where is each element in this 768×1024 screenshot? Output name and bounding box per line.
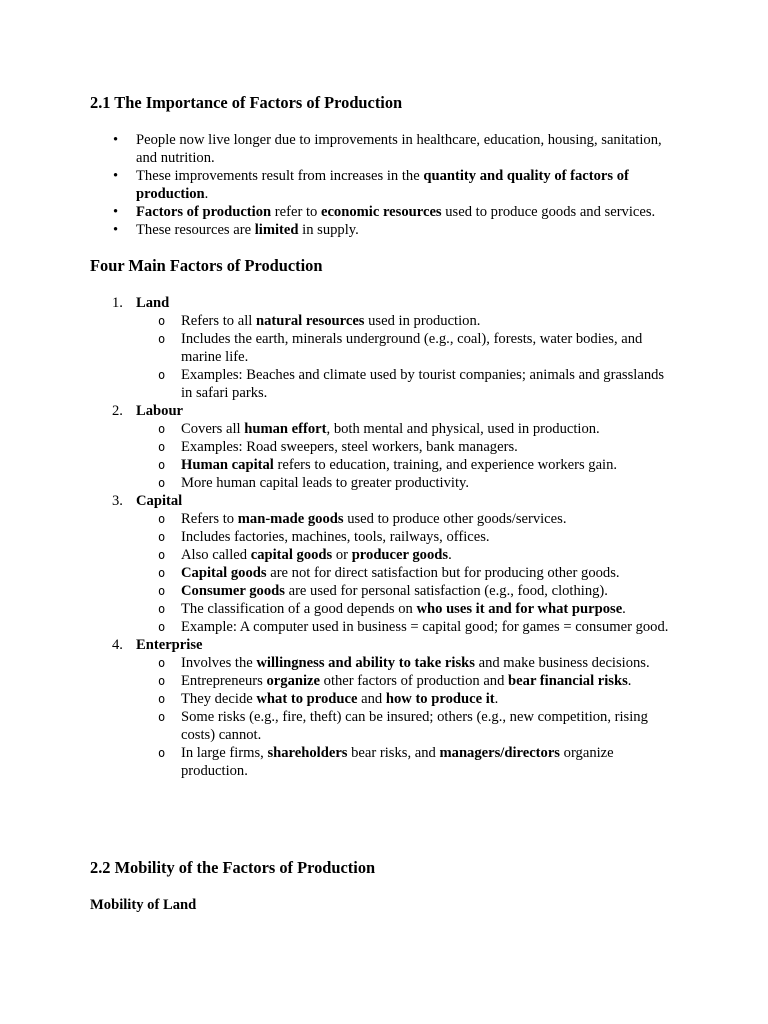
bullet-item: • These resources are limited in supply. (0, 221, 676, 239)
importance-bullet-list (0, 131, 768, 239)
factors-list (0, 294, 768, 780)
list-item: o Involves the willingness and ability to take risks and make business decisions. (136, 654, 676, 672)
factor-capital: 3. Capital o Refers to man-made goods used to produce other goods/services. o Includes factories, machines, tools, railways, offices. o Also called capital goods or producer goods. o Capital goods are not for direct satisfaction but for producing other goods. o Consumer goods are used for personal satisfaction (e.g., food, clothing). o The classification of a good depends on who uses it and for what purpose. o Example: A computer used in business = capital good; for games = consumer good. (0, 492, 768, 636)
factor-details (136, 420, 768, 492)
factor-land: 1. Land o Refers to all natural resources used in production. o Includes the earth, minerals underground (e.g., coal), forests, water bodies, and marine life. o Examples: Beaches and climate used by tourist companies; animals and grasslands in safari parks. (0, 294, 768, 402)
factor-name: Enterprise (136, 637, 203, 653)
section-title-importance: 2.1 The Importance of Factors of Production (90, 93, 403, 112)
list-item: o More human capital leads to greater productivity. (136, 474, 676, 492)
factor-enterprise: 4. Enterprise o Involves the willingness and ability to take risks and make business decisions. o Entrepreneurs organize other factors of production and bear financial risks. o They decide what to produce and how to produce it. o Some risks (e.g., fire, theft) can be insured; others (e.g., new competition, rising costs) cannot. o In large firms, shareholders bear risks, and managers/directors organize production. (0, 636, 768, 780)
list-item: o Includes the earth, minerals underground (e.g., coal), forests, water bodies, and marine life. (136, 330, 676, 366)
list-item: o Also called capital goods or producer goods. (136, 546, 676, 564)
list-item: o Human capital refers to education, training, and experience workers gain. (136, 456, 676, 474)
factor-details (136, 312, 768, 402)
bullet-item: • Factors of production refer to economic resources used to produce goods and services. (0, 203, 676, 221)
list-item: o Example: A computer used in business = capital good; for games = consumer good. (136, 618, 676, 636)
factor-name: Labour (136, 403, 184, 419)
list-item: o Covers all human effort, both mental and physical, used in production. (136, 420, 676, 438)
section-title-four-factors: Four Main Factors of Production (90, 256, 323, 275)
factor-details (136, 510, 768, 636)
list-item: o Examples: Road sweepers, steel workers, bank managers. (136, 438, 676, 456)
bullet-item: • These improvements result from increases in the quantity and quality of factors of production. (0, 167, 676, 203)
section-title-mobility: 2.2 Mobility of the Factors of Production (90, 858, 376, 877)
factor-name: Capital (136, 493, 183, 509)
list-item: o Refers to man-made goods used to produce other goods/services. (136, 510, 676, 528)
list-item: o Capital goods are not for direct satisfaction but for producing other goods. (136, 564, 676, 582)
list-item: o The classification of a good depends on who uses it and for what purpose. (136, 600, 676, 618)
list-item: o Entrepreneurs organize other factors of production and bear financial risks. (136, 672, 676, 690)
list-item: o Includes factories, machines, tools, railways, offices. (136, 528, 676, 546)
list-item: o Examples: Beaches and climate used by tourist companies; animals and grasslands in safari parks. (136, 366, 676, 402)
subsection-title-mobility-of-land: Mobility of Land (90, 897, 197, 913)
list-item: o In large firms, shareholders bear risks, and managers/directors organize production. (136, 744, 676, 780)
list-item: o Consumer goods are used for personal satisfaction (e.g., food, clothing). (136, 582, 676, 600)
list-item: o Refers to all natural resources used in production. (136, 312, 676, 330)
factor-labour: 2. Labour o Covers all human effort, both mental and physical, used in production. o Examples: Road sweepers, steel workers, bank managers. o Human capital refers to education, training, and experience workers gain. o More human capital leads to greater productivity. (0, 402, 768, 492)
factor-name: Land (136, 295, 170, 311)
list-item: o They decide what to produce and how to produce it. (136, 690, 676, 708)
bullet-item: • People now live longer due to improvements in healthcare, education, housing, sanitation, and nutrition. (0, 131, 676, 167)
list-item: o Some risks (e.g., fire, theft) can be insured; others (e.g., new competition, rising costs) cannot. (136, 708, 676, 744)
factor-details (136, 654, 768, 780)
